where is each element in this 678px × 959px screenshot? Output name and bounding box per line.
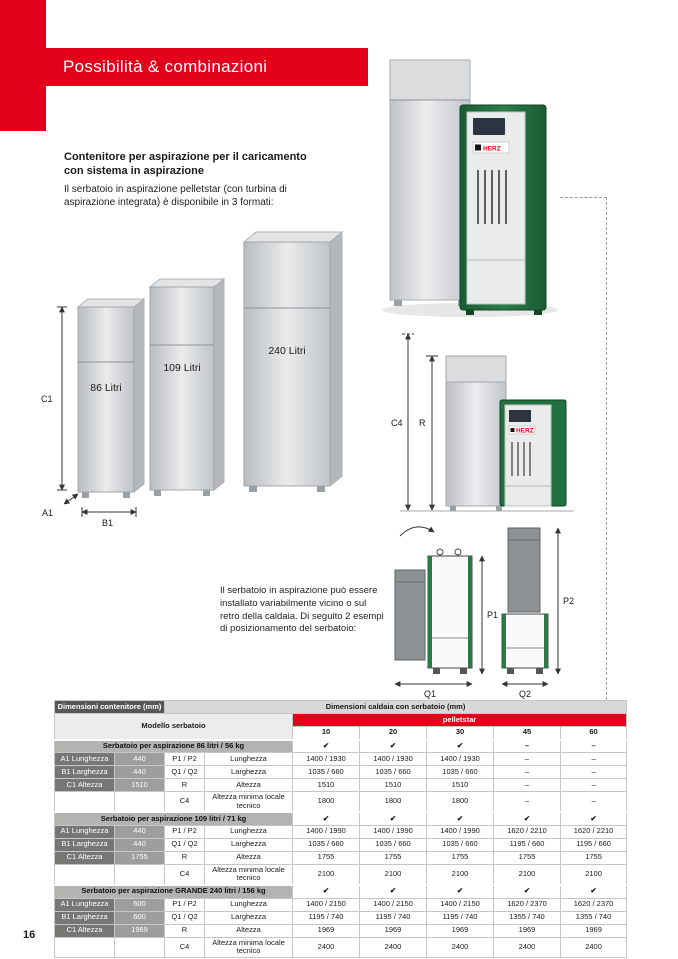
rotation-arrow-icon	[400, 527, 434, 536]
dim-value-cell: 1035 / 660	[293, 766, 360, 779]
svg-text:C4: C4	[391, 418, 403, 428]
availability-cell: –	[561, 740, 627, 753]
boiler-dim-name: Lunghezza	[205, 898, 293, 911]
svg-text:P2: P2	[563, 596, 575, 606]
container-dim-label: A1 Lunghezza	[55, 825, 115, 838]
dim-value-cell: 1755	[360, 851, 427, 864]
dimension-line-q2	[502, 684, 548, 699]
table-row	[55, 937, 627, 957]
containers-figure	[36, 228, 366, 530]
container-dim-value	[115, 864, 165, 885]
boiler-dim-name: Altezza	[205, 779, 293, 792]
dim-value-cell: 2100	[293, 864, 360, 885]
boiler-dim-name: Lunghezza	[205, 825, 293, 838]
boiler-dim-code: P1 / P2	[165, 898, 205, 911]
dimension-line-p1	[482, 556, 498, 674]
boiler-dim-code: R	[165, 924, 205, 937]
boiler-dim-name: Altezza minima locale tecnico	[205, 792, 293, 813]
header-model-column: 30	[427, 727, 494, 740]
dim-value-cell: 1400 / 1990	[360, 825, 427, 838]
dim-value-cell: –	[494, 753, 561, 766]
dim-value-cell: 1400 / 1990	[427, 825, 494, 838]
boiler-dim-code: R	[165, 851, 205, 864]
dim-value-cell: –	[494, 792, 561, 813]
container-dim-label: B1 Larghezza	[55, 838, 115, 851]
dim-value-cell: –	[561, 766, 627, 779]
dimension-line-r	[419, 356, 438, 510]
dimension-line-c4	[391, 334, 414, 510]
dim-value-cell: 2100	[427, 864, 494, 885]
boiler-dim-code: Q1 / Q2	[165, 838, 205, 851]
container-dim-value: 600	[115, 898, 165, 911]
table-row	[55, 792, 627, 813]
boiler-display	[473, 118, 505, 135]
availability-cell: ✔	[293, 812, 360, 825]
svg-text:HERZ: HERZ	[516, 427, 534, 435]
boiler-graphic	[500, 400, 566, 506]
availability-cell: –	[494, 740, 561, 753]
svg-text:R: R	[419, 418, 426, 428]
container-dim-value: 440	[115, 838, 165, 851]
dimension-line-b1	[82, 507, 136, 528]
dim-value-cell: 1755	[427, 851, 494, 864]
dim-value-cell: –	[494, 779, 561, 792]
availability-cell: ✔	[360, 885, 427, 898]
dim-value-cell: 1400 / 1930	[293, 753, 360, 766]
dim-value-cell: 2400	[293, 937, 360, 957]
container-dim-value: 440	[115, 753, 165, 766]
table-row	[55, 838, 627, 851]
placement-paragraph: Il serbatoio in aspirazione può essere installato variabilmente vicino o sul retro della caldaia. Di seguito 2 esempi di posizionamento del serbatoio:	[220, 585, 384, 635]
tank-side-view	[395, 570, 425, 660]
tank-side-view	[508, 528, 540, 612]
dimensions-table	[54, 700, 627, 958]
dim-value-cell: 2400	[427, 937, 494, 957]
placement-diagram-1	[395, 527, 498, 699]
container-dim-label	[55, 864, 115, 885]
boiler-dim-code: P1 / P2	[165, 825, 205, 838]
dim-value-cell: 1969	[360, 924, 427, 937]
intro-paragraph: Il serbatoio in aspirazione pelletstar (con turbina di aspirazione integrata) è disponibile in 3 formati:	[64, 184, 287, 208]
dimension-line-q1	[395, 684, 472, 699]
dimension-line-c1	[41, 307, 67, 490]
dim-value-cell: 1800	[360, 792, 427, 813]
dim-value-cell: 1510	[293, 779, 360, 792]
svg-text:C1: C1	[41, 394, 53, 404]
dim-value-cell: 2100	[561, 864, 627, 885]
dim-value-cell: 1400 / 2150	[293, 898, 360, 911]
table-row	[55, 714, 627, 727]
svg-text:240 Litri: 240 Litri	[268, 345, 306, 357]
table-row	[55, 864, 627, 885]
dim-value-cell: 1969	[293, 924, 360, 937]
dim-value-cell: 1035 / 660	[427, 838, 494, 851]
availability-cell: ✔	[494, 885, 561, 898]
dim-value-cell: –	[561, 753, 627, 766]
header-container-dims: Dimensioni contenitore (mm)	[55, 701, 165, 714]
table-row	[55, 825, 627, 838]
boiler-dim-name: Larghezza	[205, 838, 293, 851]
dim-value-cell: 1400 / 1930	[427, 753, 494, 766]
boiler-side-view	[428, 549, 472, 674]
availability-cell: ✔	[494, 812, 561, 825]
table-row	[55, 766, 627, 779]
dim-value-cell: 1035 / 660	[360, 838, 427, 851]
dim-value-cell: 1620 / 2210	[561, 825, 627, 838]
table-row	[55, 924, 627, 937]
container-dim-value: 600	[115, 911, 165, 924]
dim-value-cell: 1969	[427, 924, 494, 937]
container-dim-value: 1510	[115, 779, 165, 792]
section-title: Serbatoio per aspirazione 109 litri / 71 kg	[55, 812, 293, 825]
dim-value-cell: 1195 / 740	[427, 911, 494, 924]
container-dim-label: A1 Lunghezza	[55, 898, 115, 911]
dim-value-cell: 1800	[293, 792, 360, 813]
container-dim-value	[115, 792, 165, 813]
availability-cell: ✔	[427, 885, 494, 898]
availability-cell: ✔	[360, 812, 427, 825]
availability-cell: ✔	[293, 885, 360, 898]
header-brand: pelletstar	[293, 714, 627, 727]
boiler-dim-code: C4	[165, 864, 205, 885]
header-model-label: Modello serbatoio	[55, 714, 293, 740]
table-row	[55, 898, 627, 911]
header-model-column: 60	[561, 727, 627, 740]
container-dim-value: 440	[115, 825, 165, 838]
container-dim-value: 1755	[115, 851, 165, 864]
section-title: Serbatoio per aspirazione 86 litri / 56 kg	[55, 740, 293, 753]
table-row	[55, 753, 627, 766]
boiler-dim-name: Lunghezza	[205, 753, 293, 766]
container-dim-label: B1 Larghezza	[55, 766, 115, 779]
availability-cell: ✔	[293, 740, 360, 753]
dim-value-cell: 1755	[293, 851, 360, 864]
dim-value-cell: 1195 / 660	[494, 838, 561, 851]
container-dim-label: A1 Lunghezza	[55, 753, 115, 766]
container-dim-value: 1969	[115, 924, 165, 937]
boiler-with-tank-figure	[388, 326, 580, 522]
dim-value-cell: –	[494, 766, 561, 779]
boiler-dim-name: Altezza	[205, 924, 293, 937]
pellet-boiler-photo	[374, 52, 566, 322]
boiler-dim-code: Q1 / Q2	[165, 766, 205, 779]
container-240l	[244, 232, 342, 492]
dim-value-cell: 1620 / 2370	[494, 898, 561, 911]
page-number: 16	[23, 929, 36, 941]
header-boiler-dims: Dimensioni caldaia con serbatoio (mm)	[165, 701, 627, 714]
dim-value-cell: –	[561, 792, 627, 813]
dim-value-cell: 2400	[360, 937, 427, 957]
dim-value-cell: 1355 / 740	[494, 911, 561, 924]
boiler-side-view	[502, 614, 548, 674]
dim-value-cell: 1620 / 2370	[561, 898, 627, 911]
availability-cell: ✔	[427, 812, 494, 825]
page-title: Possibilità & combinazioni	[63, 57, 268, 76]
boiler-dim-name: Larghezza	[205, 911, 293, 924]
boiler-dim-code: C4	[165, 937, 205, 957]
dim-value-cell: 1035 / 660	[427, 766, 494, 779]
svg-text:HERZ: HERZ	[483, 145, 501, 153]
placement-diagrams	[386, 520, 586, 700]
dim-value-cell: 2400	[561, 937, 627, 957]
svg-text:B1: B1	[102, 518, 114, 528]
suction-hopper-graphic	[390, 60, 470, 306]
dim-value-cell: 1800	[427, 792, 494, 813]
dim-value-cell: 1755	[494, 851, 561, 864]
dim-value-cell: 1400 / 2150	[427, 898, 494, 911]
dim-value-cell: 1400 / 1990	[293, 825, 360, 838]
boiler-dim-name: Larghezza	[205, 766, 293, 779]
dim-value-cell: 2100	[360, 864, 427, 885]
container-dim-value: 440	[115, 766, 165, 779]
dim-value-cell: 1969	[561, 924, 627, 937]
dim-value-cell: 1755	[561, 851, 627, 864]
container-dim-label	[55, 937, 115, 957]
dim-value-cell: 1035 / 660	[293, 838, 360, 851]
table-row	[55, 851, 627, 864]
table-row	[55, 812, 627, 825]
boiler-dim-name: Altezza	[205, 851, 293, 864]
svg-text:A1: A1	[42, 508, 54, 518]
container-86l	[78, 299, 144, 498]
svg-text:109 Litri: 109 Litri	[163, 362, 201, 374]
dim-value-cell: 1620 / 2210	[494, 825, 561, 838]
container-dim-label: C1 Altezza	[55, 851, 115, 864]
dim-value-cell: 1195 / 660	[561, 838, 627, 851]
dim-value-cell: 1510	[360, 779, 427, 792]
header-model-column: 45	[494, 727, 561, 740]
boiler-dim-code: C4	[165, 792, 205, 813]
table-row	[55, 885, 627, 898]
boiler-unit-graphic	[460, 105, 546, 315]
table-row	[55, 911, 627, 924]
dim-value-cell: 1400 / 1930	[360, 753, 427, 766]
dimension-line-a1	[42, 494, 78, 518]
table-row	[55, 779, 627, 792]
dim-value-cell: 2400	[494, 937, 561, 957]
placement-diagram-2	[502, 528, 574, 699]
table-row	[55, 740, 627, 753]
tank-graphic	[446, 356, 506, 511]
table-row	[55, 701, 627, 714]
svg-text:Q2: Q2	[518, 689, 532, 699]
svg-text:Q1: Q1	[423, 689, 437, 699]
container-dim-label: C1 Altezza	[55, 779, 115, 792]
boiler-dim-name: Altezza minima locale tecnico	[205, 937, 293, 957]
dim-value-cell: 1035 / 660	[360, 766, 427, 779]
container-dim-label: B1 Larghezza	[55, 911, 115, 924]
dim-value-cell: 1400 / 2150	[360, 898, 427, 911]
dim-value-cell: 1969	[494, 924, 561, 937]
boiler-dim-code: R	[165, 779, 205, 792]
boiler-dim-name: Altezza minima locale tecnico	[205, 864, 293, 885]
container-dim-label	[55, 792, 115, 813]
header-model-column: 10	[293, 727, 360, 740]
svg-text:P1: P1	[487, 610, 499, 620]
dim-value-cell: 1195 / 740	[360, 911, 427, 924]
dim-value-cell: –	[561, 779, 627, 792]
boiler-dim-code: P1 / P2	[165, 753, 205, 766]
availability-cell: ✔	[360, 740, 427, 753]
section-title: Serbatoio per aspirazione GRANDE 240 litri / 156 kg	[55, 885, 293, 898]
container-109l	[150, 279, 224, 496]
availability-cell: ✔	[561, 812, 627, 825]
dim-value-cell: 1355 / 740	[561, 911, 627, 924]
dim-value-cell: 1195 / 740	[293, 911, 360, 924]
boiler-dim-code: Q1 / Q2	[165, 911, 205, 924]
dimension-line-p2	[558, 528, 574, 674]
availability-cell: ✔	[561, 885, 627, 898]
availability-cell: ✔	[427, 740, 494, 753]
container-dim-value	[115, 937, 165, 957]
page-title-banner	[46, 48, 368, 86]
dim-value-cell: 1510	[427, 779, 494, 792]
header-model-column: 20	[360, 727, 427, 740]
container-dim-label: C1 Altezza	[55, 924, 115, 937]
dim-value-cell: 2100	[494, 864, 561, 885]
red-corner-block	[0, 0, 46, 131]
svg-text:86 Litri: 86 Litri	[90, 382, 122, 394]
herz-logo	[473, 142, 509, 153]
intro-heading: Contenitore per aspirazione per il caricamento con sistema in aspirazione	[64, 151, 307, 177]
